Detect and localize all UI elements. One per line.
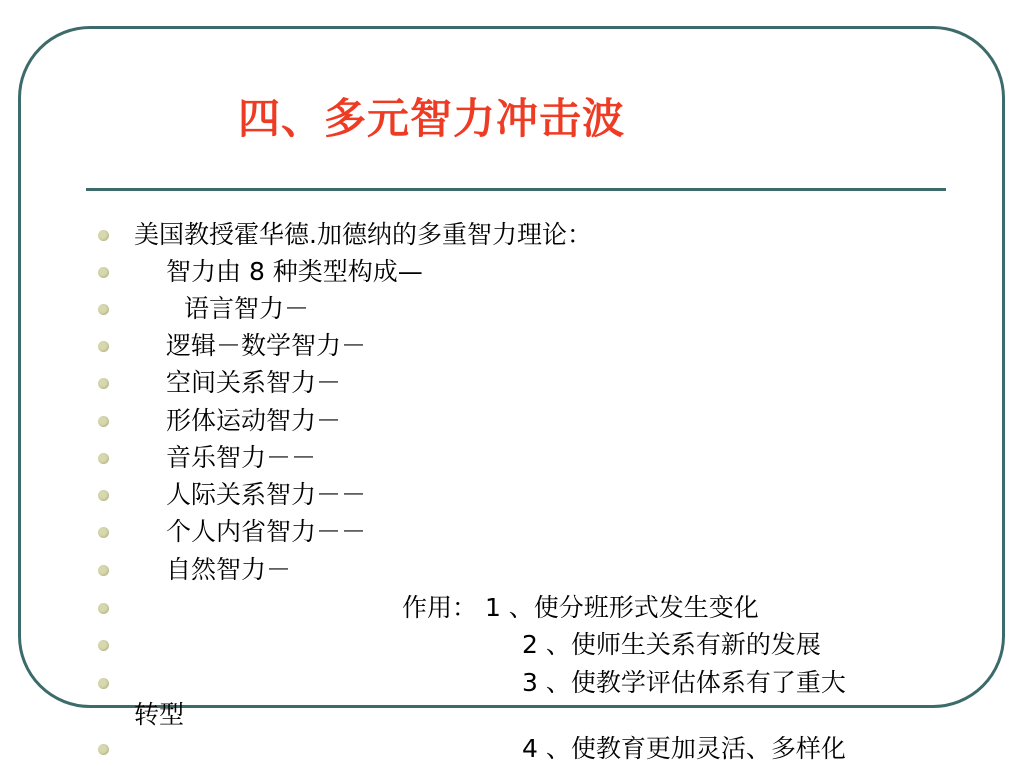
bullet-dot (98, 453, 109, 464)
bullet-dot (98, 744, 109, 755)
list-item: 2 、使师生关系有新的发展 (522, 630, 821, 659)
list-item: 空间关系智力－ (166, 368, 342, 397)
list-item: 作用： 1 、使分班形式发生变化 (402, 593, 759, 622)
bullet-dot (98, 527, 109, 538)
list-item: 美国教授霍华德.加德纳的多重智力理论： (134, 220, 592, 249)
slide-title: 四、多元智力冲击波 (238, 94, 626, 143)
list-item-wrap: 转型 (134, 700, 185, 729)
list-item: 智力由 8 种类型构成— (166, 257, 423, 286)
list-item: 音乐智力－－ (166, 443, 317, 472)
list-item: 逻辑－数学智力－ (166, 331, 367, 360)
bullet-dot (98, 640, 109, 651)
list-item: 人际关系智力－－ (166, 480, 367, 509)
list-item: 自然智力－ (166, 555, 292, 584)
list-item: 形体运动智力－ (166, 406, 342, 435)
bullet-dot (98, 230, 109, 241)
list-item: 3 、使教学评估体系有了重大 (522, 668, 846, 697)
bullet-dot (98, 304, 109, 315)
list-item: 个人内省智力－－ (166, 517, 367, 546)
list-item: 4 、使教育更加灵活、多样化 (522, 734, 846, 763)
bullet-dot (98, 565, 109, 576)
bullet-dot (98, 678, 109, 689)
bullet-dot (98, 267, 109, 278)
bullet-dot (98, 603, 109, 614)
list-item: 语言智力－ (184, 294, 310, 323)
bullet-dot (98, 378, 109, 389)
bullet-dot (98, 416, 109, 427)
bullet-dot (98, 490, 109, 501)
bullet-dot (98, 341, 109, 352)
